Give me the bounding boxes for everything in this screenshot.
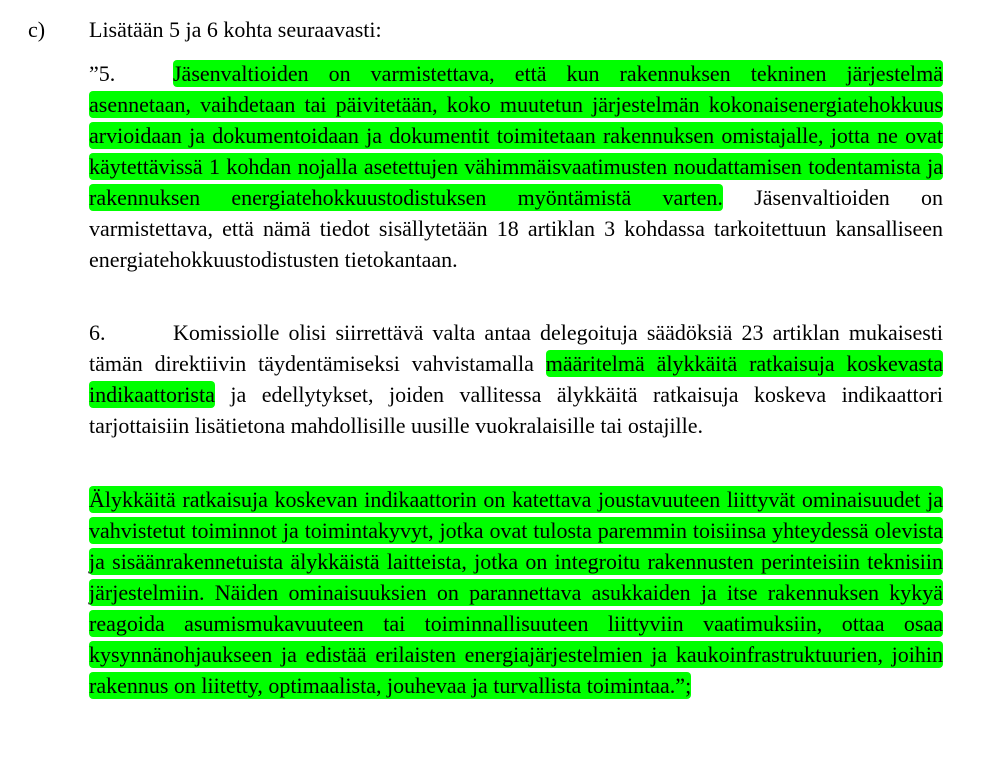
paragraph-6-highlighted-text: määritelmä älykkäitä ratkaisuja koskevasta indikaattorista bbox=[89, 351, 943, 407]
paragraph-6-number: 6. bbox=[89, 320, 106, 345]
paragraph-7 bbox=[89, 484, 943, 701]
paragraph-5-number: ”5. bbox=[89, 61, 116, 86]
intro-line: Lisätään 5 ja 6 kohta seuraavasti: bbox=[89, 17, 382, 42]
paragraph-7-highlighted-text: Älykkäitä ratkaisuja koskevan indikaattorin on katettava joustavuuteen liittyvät ominaisuudet ja vahvistetut toiminnot ja toimintakyvyt, jotka ovat tulosta paremmin toisiinsa yhteydessä olevista ja sisäänrakennetuista älykkäistä laitteista, jotka on integroitu rakennusten perinteisiin teknisiin järjestelmiin. Näiden ominaisuuksien on parannettava asukkaiden ja itse rakennuksen kykyä reagoida asumismukavuuteen tai toiminnallisuuteen liittyviin vaatimuksiin, ottaa osaa kysynnänohjaukseen ja edistää erilaisten energiajärjestelmien ja kaukoinfrastruktuurien, joihin rakennus on liitetty, optimaalista, jouhevaa ja turvallista toimintaa.”; bbox=[89, 487, 943, 698]
paragraph-5-plain-text: Jäsenvaltioiden on varmistettava, että nämä tiedot sisällytetään 18 artiklan 3 kohdassa tarkoitettuun kansalliseen energiatehokkuustodistusten tietokantaan. bbox=[89, 185, 943, 272]
paragraph-6-text-before: Komissiolle olisi siirrettävä valta antaa delegoituja säädöksiä 23 artiklan mukaisesti tämän direktiivin täydentämiseksi vahvistamalla bbox=[89, 320, 943, 376]
paragraph-5-highlighted-text: Jäsenvaltioiden on varmistettava, että kun rakennuksen tekninen järjestelmä asennetaan, vaihdetaan tai päivitetään, koko muutetun järjestelmän kokonaisenergiatehokkuus arvioidaan ja dokumentoidaan ja dokumentit toimitetaan rakennuksen omistajalle, jotta ne ovat käytettävissä 1 kohdan nojalla asetettujen vähimmäisvaatimusten noudattamisen todentamista ja rakennuksen energiatehokkuustodistuksen myöntämistä varten. bbox=[89, 61, 943, 210]
paragraph-6-text-after: ja edellytykset, joiden vallitessa älykkäitä ratkaisuja koskeva indikaattori tarjottaisiin lisätietona mahdollisille uusille vuokralaisille tai ostajille. bbox=[89, 382, 943, 438]
item-marker: c) bbox=[28, 17, 46, 42]
paragraph-5 bbox=[89, 58, 943, 275]
paragraph-6 bbox=[89, 317, 943, 441]
